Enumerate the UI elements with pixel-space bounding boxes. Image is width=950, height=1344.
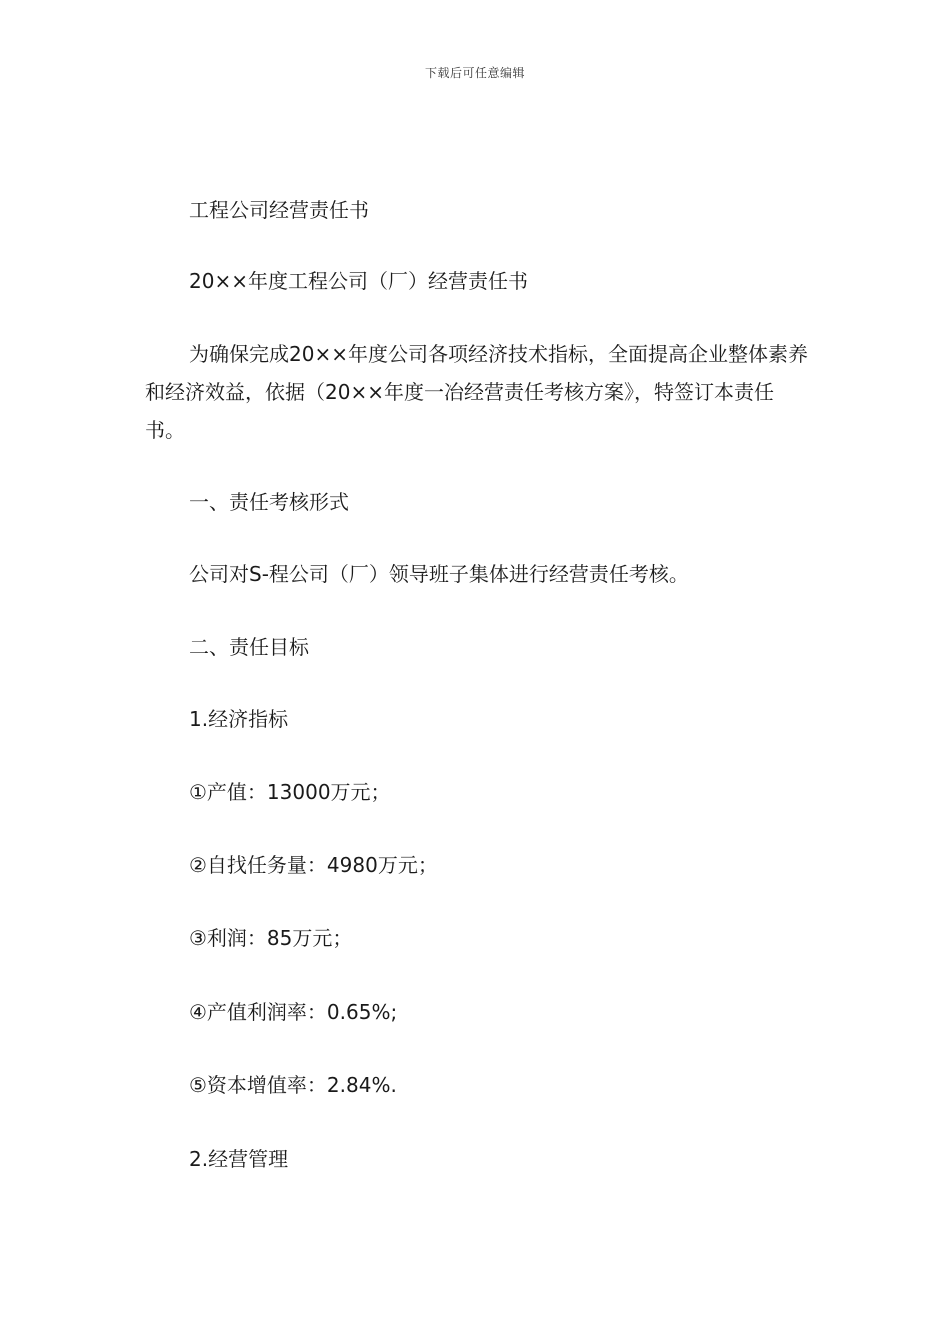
- list-item: ①产值：13000万元；: [189, 780, 391, 804]
- document-title: 工程公司经营责任书: [189, 198, 369, 222]
- list-item: ②自找任务量：4980万元；: [189, 853, 438, 877]
- page-header-note: 下载后可任意编辑: [424, 66, 525, 80]
- document-subtitle: 20××年度工程公司（厂）经营责任书: [189, 269, 528, 293]
- list-item: ④产值利润率：0.65%;: [189, 1000, 398, 1024]
- intro-paragraph: [145, 335, 809, 449]
- subsection-2-heading: 2.经营管理: [189, 1147, 289, 1171]
- subsection-1-heading: 1.经济指标: [189, 707, 289, 731]
- intro-text: 为确保完成20××年度公司各项经济技术指标，全面提高企业整体素养和经济效益，依据（20××年度一冶经营责任考核方案》，特签订本责任书。: [145, 342, 808, 442]
- section-1-heading: 一、责任考核形式: [189, 490, 349, 514]
- section-2-heading: 二、责任目标: [189, 635, 309, 659]
- section-1-text: 公司对S-程公司（厂）领导班子集体进行经营责任考核。: [189, 562, 689, 586]
- list-item: ③利润：85万元；: [189, 926, 353, 950]
- list-item: ⑤资本增值率：2.84%.: [189, 1073, 397, 1097]
